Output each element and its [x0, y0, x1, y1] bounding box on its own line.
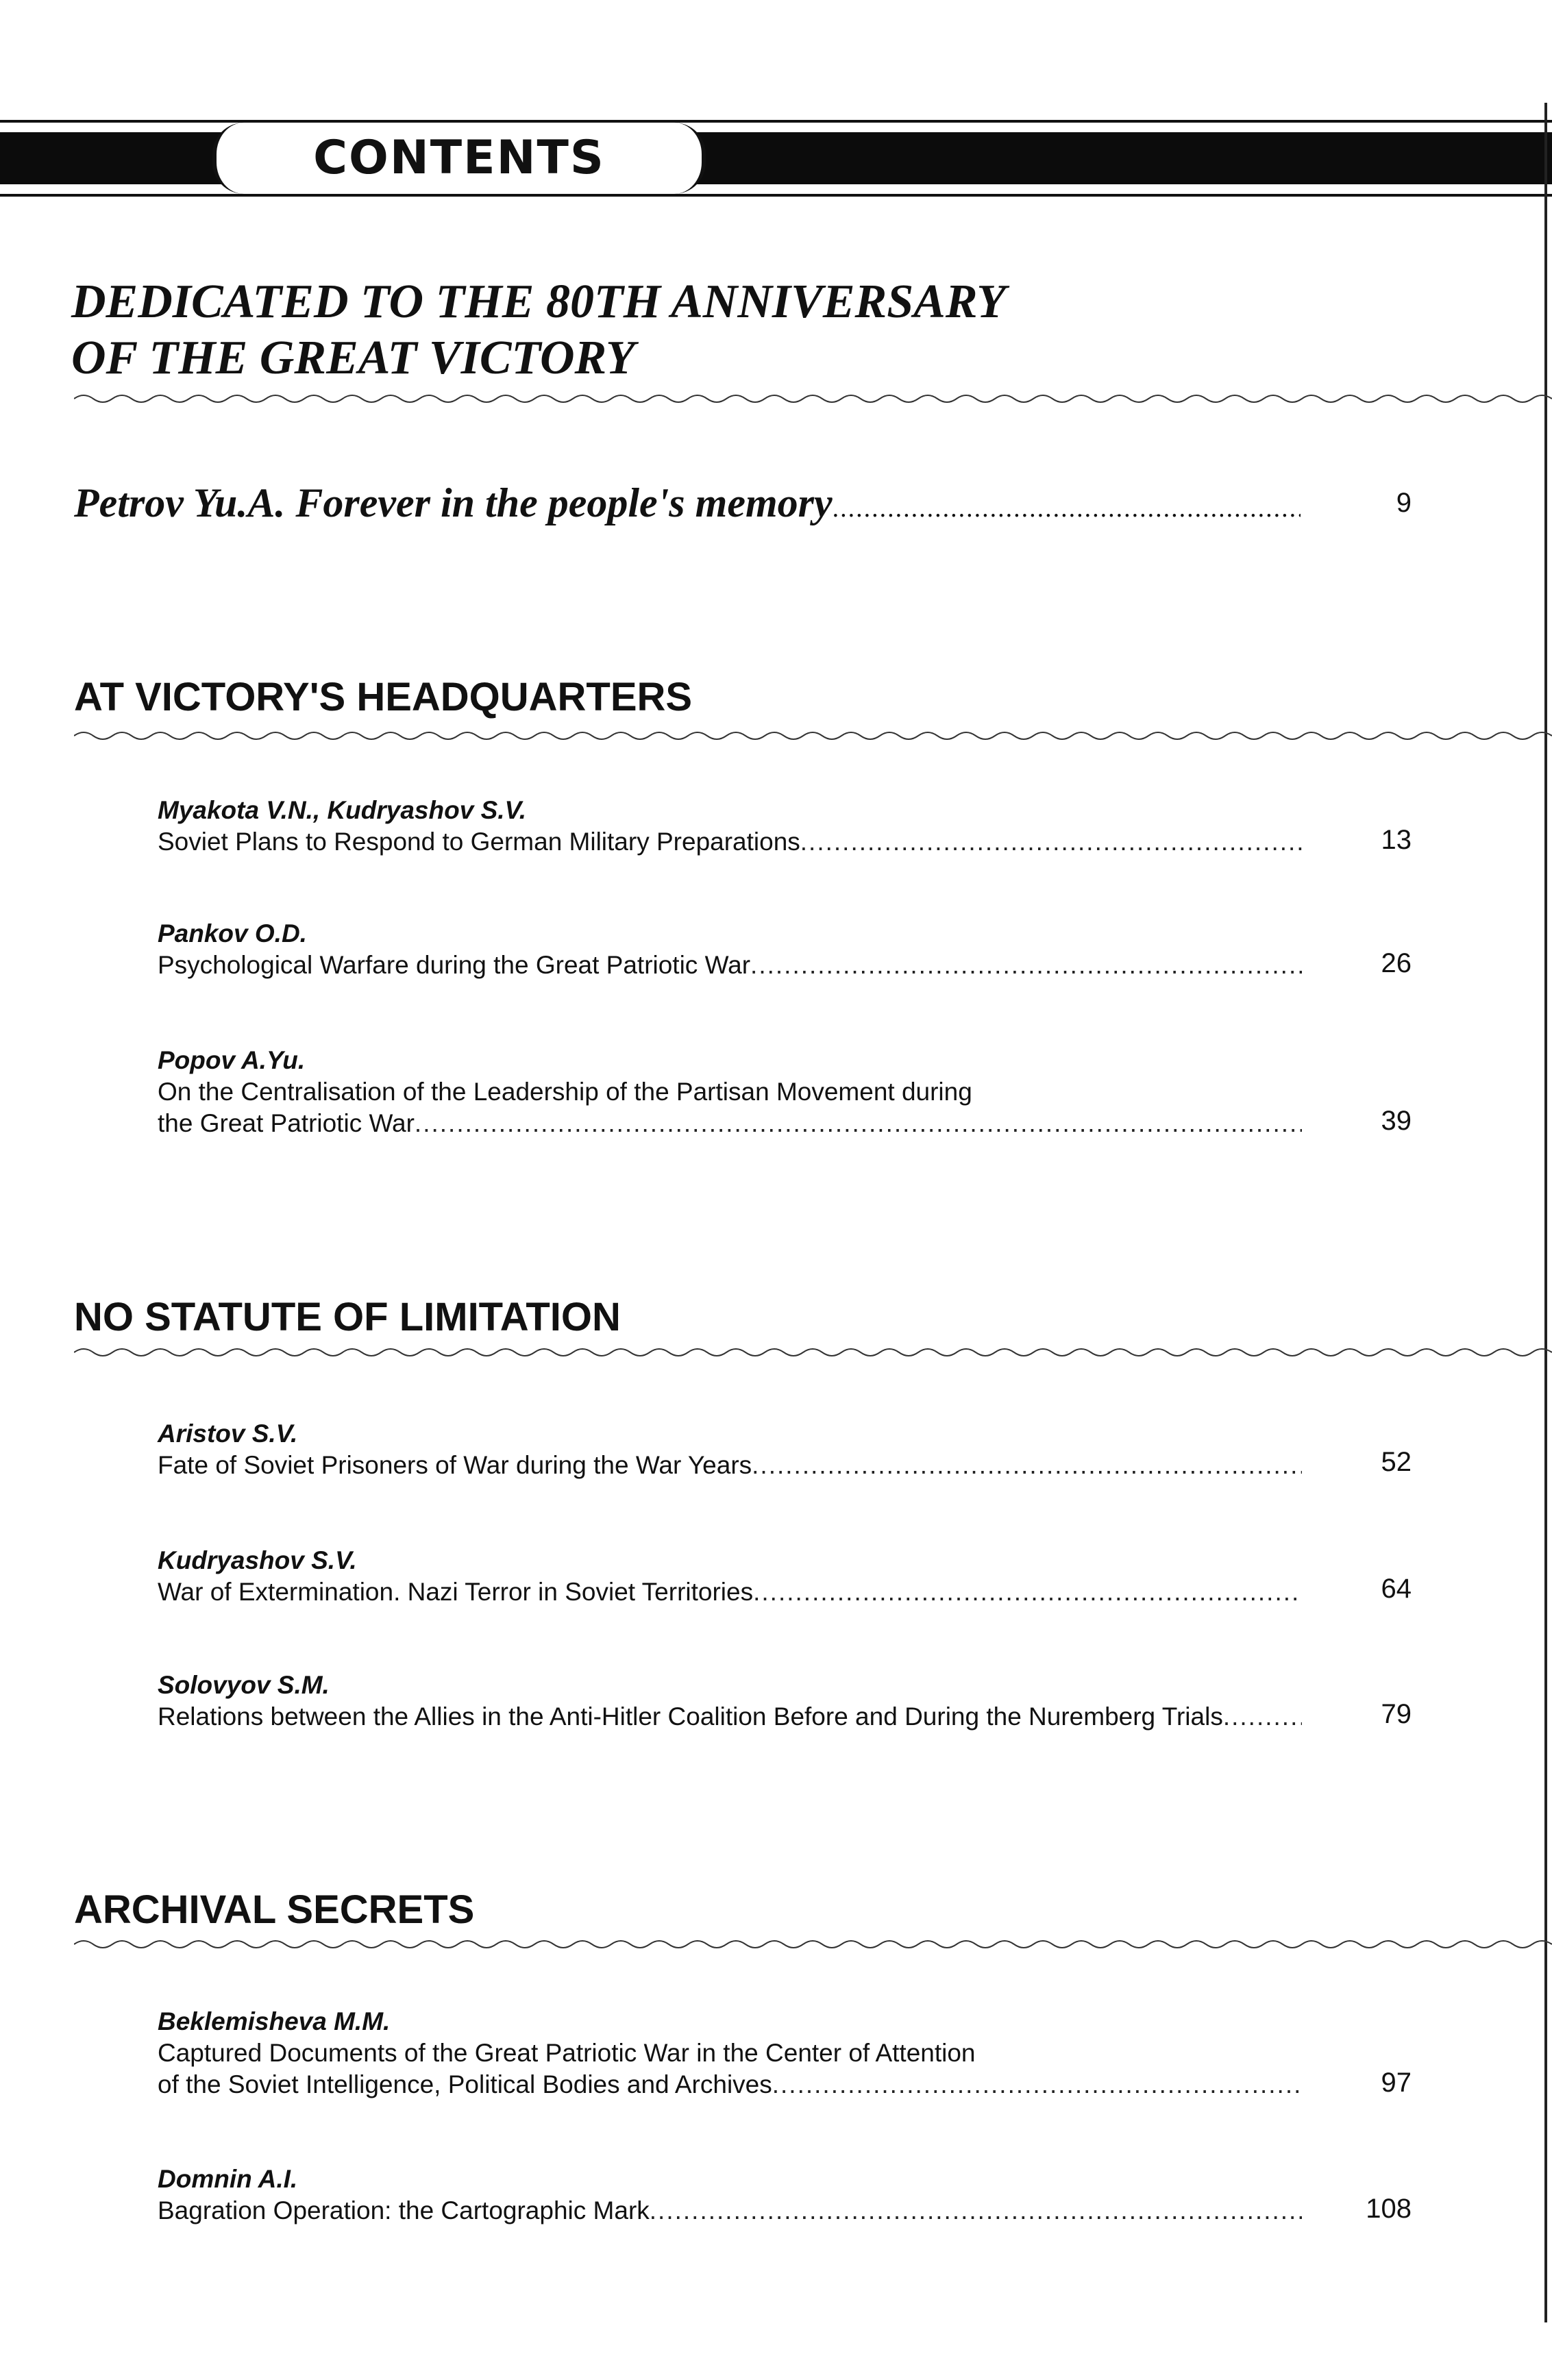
page-number: 13: [1381, 825, 1412, 855]
entry-title: War of Extermination. Nazi Terror in Soviet Territories: [158, 1578, 754, 1606]
feature-entry-title: Petrov Yu.A. Forever in the people's memory: [74, 480, 833, 525]
entry-title: Psychological Warfare during the Great Patriotic War: [158, 951, 751, 979]
toc-entry[interactable]: [158, 1418, 1412, 1481]
entry-title-row: [158, 950, 1302, 981]
entry-title-first-line: Captured Documents of the Great Patriotic War in the Center of Attention: [158, 2039, 976, 2067]
entry-title-row: [158, 2069, 1302, 2100]
dot-leader: [772, 2069, 1302, 2100]
feature-entry[interactable]: [74, 480, 1301, 527]
entry-title-row: [158, 826, 1302, 858]
entry-title-row: [158, 1701, 1302, 1733]
page-edge-line: [1544, 103, 1547, 2322]
entry-author: Kudryashov S.V.: [158, 1546, 357, 1574]
dot-leader: [1223, 1701, 1302, 1733]
dot-leader: [650, 2195, 1302, 2227]
toc-entry[interactable]: [158, 795, 1412, 858]
toc-entry[interactable]: [158, 1045, 1412, 1139]
toc-entry[interactable]: [158, 1670, 1412, 1733]
page-number: 64: [1381, 1574, 1412, 1604]
entry-author: Myakota V.N., Kudryashov S.V.: [158, 796, 527, 824]
page-number: 9: [1396, 488, 1412, 518]
dot-leader: [800, 826, 1302, 858]
wavy-divider: [74, 728, 1552, 744]
dot-leader: [753, 1576, 1302, 1608]
entry-title: Relations between the Allies in the Anti-Hitler Coalition Before and During the Nuremberg Trials: [158, 1702, 1223, 1731]
entry-title-row: [158, 1450, 1302, 1481]
entry-author: Popov A.Yu.: [158, 1046, 306, 1074]
page-number: 108: [1366, 2194, 1412, 2224]
entry-author: Beklemisheva M.M.: [158, 2007, 391, 2035]
page-number: 39: [1381, 1106, 1412, 1136]
dot-leader: [752, 1450, 1302, 1481]
page-title: CONTENTS: [313, 131, 605, 185]
entry-author: Domnin A.I.: [158, 2165, 298, 2193]
section-heading-dedicated: [71, 274, 1006, 386]
entry-author: Pankov O.D.: [158, 919, 307, 947]
entry-title-first-line: On the Centralisation of the Leadership of the Partisan Movement during: [158, 1078, 972, 1106]
entry-title: of the Soviet Intelligence, Political Bodies and Archives: [158, 2070, 772, 2098]
entry-author: Solovyov S.M.: [158, 1671, 330, 1699]
page-number: 52: [1381, 1447, 1412, 1477]
entry-title-row: [158, 1576, 1302, 1608]
section-heading-line: DEDICATED TO THE 80TH ANNIVERSARY: [71, 275, 1007, 328]
toc-entry[interactable]: [158, 1545, 1412, 1608]
entry-title-row: [158, 2195, 1302, 2227]
page-number: 26: [1381, 948, 1412, 978]
section-heading: AT VICTORY'S HEADQUARTERS: [74, 675, 693, 719]
section-heading-line: OF THE GREAT VICTORY: [71, 332, 635, 384]
toc-entry[interactable]: [158, 2164, 1412, 2227]
toc-entry[interactable]: [158, 918, 1412, 981]
wavy-divider: [74, 391, 1552, 407]
page-number: 79: [1381, 1699, 1412, 1729]
wavy-divider: [74, 1936, 1552, 1953]
entry-author: Aristov S.V.: [158, 1420, 298, 1448]
dot-leader: [750, 950, 1302, 981]
entry-title: Soviet Plans to Respond to German Military Preparations: [158, 828, 800, 856]
entry-title-row: [158, 1108, 1302, 1139]
contents-header-band: [0, 120, 1552, 197]
entry-title: Fate of Soviet Prisoners of War during the War Years: [158, 1451, 752, 1479]
dot-leader: [833, 493, 1301, 523]
entry-title: the Great Patriotic War: [158, 1109, 415, 1137]
section-heading: NO STATUTE OF LIMITATION: [74, 1295, 621, 1339]
entry-title: Bagration Operation: the Cartographic Mark: [158, 2196, 650, 2224]
wavy-divider: [74, 1344, 1552, 1361]
section-heading: ARCHIVAL SECRETS: [74, 1887, 475, 1932]
dot-leader: [415, 1108, 1302, 1139]
toc-entry[interactable]: [158, 2006, 1412, 2100]
page-number: 97: [1381, 2068, 1412, 2098]
